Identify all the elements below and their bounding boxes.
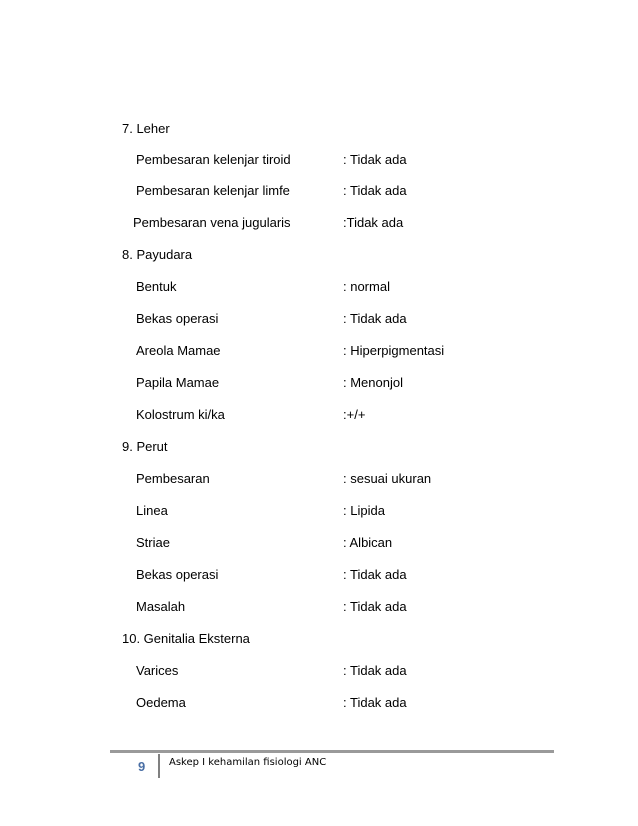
row-value: :Tidak ada bbox=[343, 215, 404, 230]
page-number: 9 bbox=[138, 759, 146, 774]
section-heading-payudara: 8. Payudara bbox=[122, 247, 193, 262]
row-value: : Tidak ada bbox=[343, 183, 407, 198]
row-value: : normal bbox=[343, 279, 390, 294]
row-label: Oedema bbox=[136, 695, 186, 710]
row-value: : Tidak ada bbox=[343, 152, 407, 167]
row-label: Pembesaran bbox=[136, 471, 210, 486]
row-label: Pembesaran kelenjar tiroid bbox=[136, 152, 291, 167]
row-label: Areola Mamae bbox=[136, 343, 221, 358]
row-label: Kolostrum ki/ka bbox=[136, 407, 225, 422]
row-value: : Tidak ada bbox=[343, 599, 407, 614]
row-value: : Albican bbox=[343, 535, 393, 550]
row-value: : Hiperpigmentasi bbox=[343, 343, 445, 358]
row-label: Striae bbox=[136, 535, 170, 550]
row-label: Bekas operasi bbox=[136, 311, 219, 326]
row-value: : Tidak ada bbox=[343, 695, 407, 710]
row-label: Papila Mamae bbox=[136, 375, 220, 390]
row-label: Bekas operasi bbox=[136, 567, 219, 582]
row-label: Masalah bbox=[136, 599, 186, 614]
section-heading-perut: 9. Perut bbox=[122, 439, 168, 454]
section-heading-leher: 7. Leher bbox=[122, 121, 170, 136]
row-label: Linea bbox=[136, 503, 168, 518]
footer-title: Askep I kehamilan fisiologi ANC bbox=[169, 757, 327, 768]
row-label: Bentuk bbox=[136, 279, 177, 294]
row-value: : Tidak ada bbox=[343, 311, 407, 326]
section-heading-genitalia: 10. Genitalia Eksterna bbox=[122, 631, 250, 646]
row-value: : sesuai ukuran bbox=[343, 471, 432, 486]
row-value: :+/+ bbox=[343, 407, 366, 422]
footer-divider bbox=[110, 750, 554, 753]
row-label: Varices bbox=[136, 663, 179, 678]
row-value: : Tidak ada bbox=[343, 567, 407, 582]
row-value: : Lipida bbox=[343, 503, 385, 518]
row-value: : Menonjol bbox=[343, 375, 403, 390]
footer-vertical-divider bbox=[158, 754, 160, 778]
row-value: : Tidak ada bbox=[343, 663, 407, 678]
row-label: Pembesaran vena jugularis bbox=[133, 215, 291, 230]
row-label: Pembesaran kelenjar limfe bbox=[136, 183, 290, 198]
